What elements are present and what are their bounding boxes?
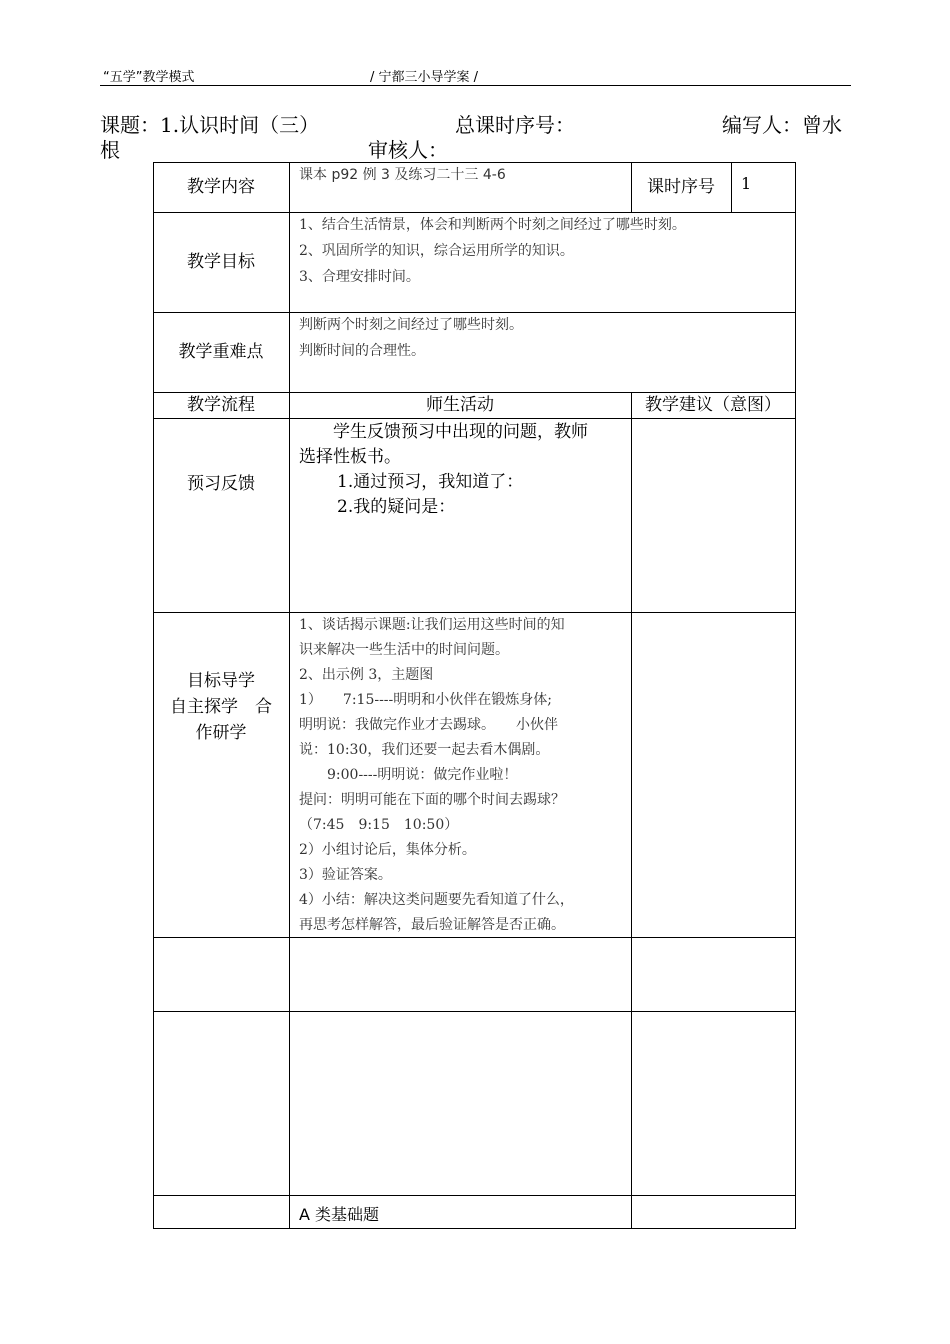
guide-line: 4）小结：解决这类问题要先看知道了什么，	[299, 892, 574, 908]
guide-line: 说：10:30，我们还要一起去看木偶剧。	[299, 742, 550, 758]
goal-item: 1、结合生活情景，体会和判断两个时刻之间经过了哪些时刻。	[299, 217, 686, 233]
col-divider	[631, 392, 632, 1229]
guide-content	[299, 613, 629, 938]
column-activity-header: 师生活动	[426, 395, 494, 415]
table-border-bottom	[153, 1228, 796, 1229]
guide-line: 1） 7:15----明明和小伙伴在锻炼身体;	[299, 692, 552, 708]
guide-line: 提问：明明可能在下面的哪个时间去踢球？	[299, 792, 565, 808]
row-divider	[153, 1011, 796, 1012]
goal-item: 3、合理安排时间。	[299, 269, 420, 285]
key-item: 判断两个时刻之间经过了哪些时刻。	[299, 317, 523, 333]
guide-label-line: 作研学	[195, 723, 247, 743]
reviewer-label: 审核人：	[368, 138, 448, 162]
column-advice-header: 教学建议（意图）	[645, 395, 781, 415]
content-value: 课本 p92 例 3 及练习二十三 4-6	[299, 167, 506, 183]
col-divider	[289, 162, 290, 1229]
preview-line: 2.我的疑问是：	[337, 497, 456, 517]
preview-content	[299, 420, 629, 520]
guide-label-line: 自主探学 合	[170, 697, 272, 717]
table-border-right	[795, 162, 796, 1229]
header-school: / 宁都三小导学案 /	[370, 70, 479, 85]
guide-line: 3）验证答案。	[299, 867, 392, 883]
writer-label: 编写人：曾水	[722, 113, 842, 137]
guide-line: （7:45 9:15 10:50）	[299, 817, 459, 833]
guide-line: 明明说：我做完作业才去踢球。 小伙伴	[299, 717, 558, 733]
guide-line: 识来解决一些生活中的时间问题。	[299, 642, 509, 658]
key-label: 教学重难点	[178, 342, 264, 362]
preview-line: 学生反馈预习中出现的问题，教师	[333, 422, 588, 442]
header-divider	[100, 85, 851, 86]
row-divider	[153, 1195, 796, 1196]
goal-item: 2、巩固所学的知识，综合运用所学的知识。	[299, 243, 574, 259]
order-value: 1	[741, 174, 752, 193]
key-list	[299, 312, 789, 364]
order-label: 课时序号	[647, 177, 715, 197]
writer-label-cont: 根	[100, 138, 120, 162]
lesson-topic: 课题：1.认识时间（三）	[100, 113, 320, 137]
col-divider	[731, 162, 732, 212]
preview-line: 选择性板书。	[299, 447, 401, 467]
content-label: 教学内容	[187, 177, 255, 197]
guide-line: 2、出示例 3，主题图	[299, 667, 434, 683]
goal-list	[299, 212, 789, 290]
basic-exercise-label: A 类基础题	[299, 1205, 380, 1224]
guide-line: 再思考怎样解答，最后验证解答是否正确。	[299, 917, 565, 933]
guide-line: 1、谈话揭示课题:让我们运用这些时间的知	[299, 617, 565, 633]
total-order-label: 总课时序号：	[455, 113, 575, 137]
preview-line: 1.通过预习，我知道了：	[337, 472, 524, 492]
key-item: 判断时间的合理性。	[299, 343, 425, 359]
guide-label-line: 目标导学	[187, 671, 255, 691]
guide-line: 2）小组讨论后，集体分析。	[299, 842, 476, 858]
lesson-plan-table	[153, 162, 796, 1229]
preview-label: 预习反馈	[187, 474, 255, 494]
guide-line: 9:00----明明说：做完作业啦！	[299, 767, 518, 783]
goal-label: 教学目标	[187, 252, 255, 272]
header-mode: “五学”教学模式	[103, 70, 195, 85]
guide-label	[153, 612, 289, 802]
column-flow-header: 教学流程	[187, 395, 255, 415]
